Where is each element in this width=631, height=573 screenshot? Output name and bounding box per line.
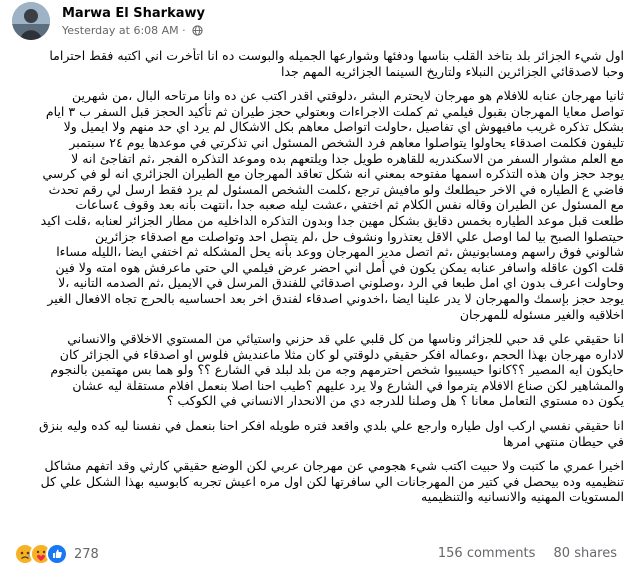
post-paragraph <box>8 331 624 409</box>
engagement-stats <box>424 546 617 561</box>
post-line: وحبا لاصدقائي الجزائرين النبلاء ولتاريخ السينما الجزائريه المهم جدا <box>280 63 624 79</box>
post-paragraph <box>8 458 624 505</box>
author-name[interactable]: Marwa El Sharkawy <box>62 6 205 21</box>
globe-icon[interactable] <box>192 25 203 36</box>
meta-separator: · <box>182 24 186 37</box>
post-body <box>8 48 624 516</box>
profile-photo-icon <box>12 2 50 40</box>
post-line: قلت اكون عاقله واسافر عنابه يمكن يكون في أمل اني احضر عرض فيلمي الي حتي ماعرفش هوه امته ولا فين <box>55 259 624 275</box>
post-timestamp[interactable]: Yesterday at 6:08 AM <box>62 24 179 37</box>
post-line: بشكل تذكره غريب مافيهوش اي تفاصيل ،حاولت اتواصل معاهم بكل الاشكال لم يرد اي حد منهم ولا ايميل ولا <box>63 119 624 135</box>
post-paragraph <box>8 48 624 79</box>
paragraph-gap <box>8 409 624 418</box>
post-line: اول شيء الجزائر بلد بتاخد القلب بناسها ودفئها وشوارعها الجميله والبوست ده انا اتأخرت اني اكتبه فقط احتراما <box>49 48 624 63</box>
post-line: مع العلم مشوار السفر من الاسكندريه للقاهره طويل جدا ويلتعهم بده وموعد التذكره الفجر ،ثم اتفاجئ انه لا <box>71 150 624 166</box>
post-footer <box>10 541 621 567</box>
post-line: انا حقيقي نفسي اركب اول طياره وارجع علي بلدي واقعد فتره طويله افكر احنا بنعمل في نفسنا ليه كده وليه بنزق <box>39 418 624 434</box>
post-paragraph <box>8 88 624 322</box>
post-line: والمشاهير لكن صناع الافلام يترموا في الشارع ولا يرد عليهم ؟طيب احنا اصلا بنعمل افلام مستقلة ليه عشان <box>72 377 624 393</box>
post-line: تنظيميه وده بيحصل في كتير من المهرجانات الي سافرتها لكن اول مره اعيش تجربه كابوسيه بهذا الشكل علي كل <box>40 473 624 489</box>
post-line: تليفون فكلمت اصدقاء يحاولوا يتواصلوا معاهم فرد الشخص المسئول اني تذكرتي في موعدها يوم ٢٤ سبتمبر <box>69 134 624 150</box>
like-emoji-icon <box>46 543 68 565</box>
post-header <box>10 2 621 42</box>
post-line: اخلاقيه والغير مسئوله للمهرجان <box>459 306 624 322</box>
comments-count-link[interactable]: 156 comments <box>437 546 536 561</box>
paragraph-gap <box>8 79 624 88</box>
reactions-summary[interactable] <box>14 544 99 564</box>
post-line: حيتصلوا الصبح بيا لما اوصل علي الاقل يعتذروا ونشوف حل ،لم يتصل احد وتواصلت مع اصدقاء جزائرين <box>94 228 624 244</box>
post-line: اخيرا عمري ما كتبت ولا حبيت اكتب شيء هجومي عن مهرجان عربي لكن الوضع حقيقي كارثي وقد اتفهم مشاكل <box>44 458 624 474</box>
post-line: يوجد حجز وان هذه التذكره اسمها مفتوحه بمعني انه شكل تعاقد المهرجان مع الطيران الجزائري انه لو في كرسي <box>42 166 624 182</box>
post-line: يكون ده مستوي التعامل معانا ؟ هل وصلنا للدرجه دي من الانحدار الانساني في الكوكب ؟ <box>166 393 624 409</box>
post-line: ثانيا مهرجان عنابه للافلام هو مهرجان لايحترم البشر ،دلوقتي اقدر اكتب عن ده وانا مرتاحه البال ،من شهرين <box>72 88 624 104</box>
post-line: وحاولت اعرف بدون اي امل طبعا في الرد ،وصلوني اصدقائي للفندق المرسل في الايميل ،ثم الصدمه التانيه ،لا <box>58 275 624 291</box>
paragraph-gap <box>8 449 624 458</box>
avatar[interactable] <box>12 2 50 40</box>
post-line: طلعت قبل موعد الطياره بخمس دقايق بشكل مهين جدا وبدون التذكره الداخليه من مطار الجزائر لعنابه ،قلت اكيد <box>40 212 624 228</box>
post-line: حايكون ايه المصير ؟؟كانوا حيسيبوا شخص احترمهم وجه من بلد لبلد في الشارع ؟؟ ولو هما بس مهتمين بالنجوم <box>50 362 624 378</box>
post-line: شالوني فوق راسهم ومسابونيش ،ثم اتصل مدير المهرجان ووعد بأنه يحل المشكله ثم اختفي ايضا ،الليله مساءا <box>56 244 624 260</box>
post-line: في حيطان منتهي امرها <box>503 433 624 449</box>
post-line: المستويات المهنيه والانسانيه والتنظيميه <box>421 489 624 505</box>
paragraph-gap <box>8 322 624 331</box>
post-line: لاداره مهرجان بهذا الحجم ،وعماله افكر حقيقي دلوقتي لو كان مثلا ماعنديش فلوس او اصدقاء في الجزائر كان <box>59 346 624 362</box>
post-line: تواصل معايا المهرجان بقبول فيلمي ثم كملت الاجراءات وبعتولي حجز طيران ثم تأكيد الحجز قبل السفر ب ٣ ايام <box>45 103 624 119</box>
post-paragraph <box>8 418 624 449</box>
post-meta <box>62 24 203 37</box>
post-line: يوجد حجز بإسمك والمهرجان لا يدر علينا ايضا ،اخدوني اصدقاء لفندق اخر بعد احساسيه بالحرج تجاه الافعال الغير <box>47 290 624 306</box>
reaction-count: 278 <box>74 546 99 562</box>
shares-count-link[interactable]: 80 shares <box>553 546 617 561</box>
post-line: انا حقيقي علي قد حبي للجزائر وناسها من كل قلبي علي قد حزني واستيائي من المستوي الاخلاقي والانساني <box>67 331 624 347</box>
post-line: مع المسئول عن الطيران وقاله نفس الكلام ثم اختفي ،عشت ليله صعبه جدا ،انتهت بأنه بعد وقوف ٤ساعات <box>75 197 624 213</box>
post-line: فاضي ع الطياره في الاخر حيطلعك ولو مافيش ترجع ،كلمت الشخص المسئول لم يرد فقط ارسل لي رقم تحدث <box>48 181 624 197</box>
